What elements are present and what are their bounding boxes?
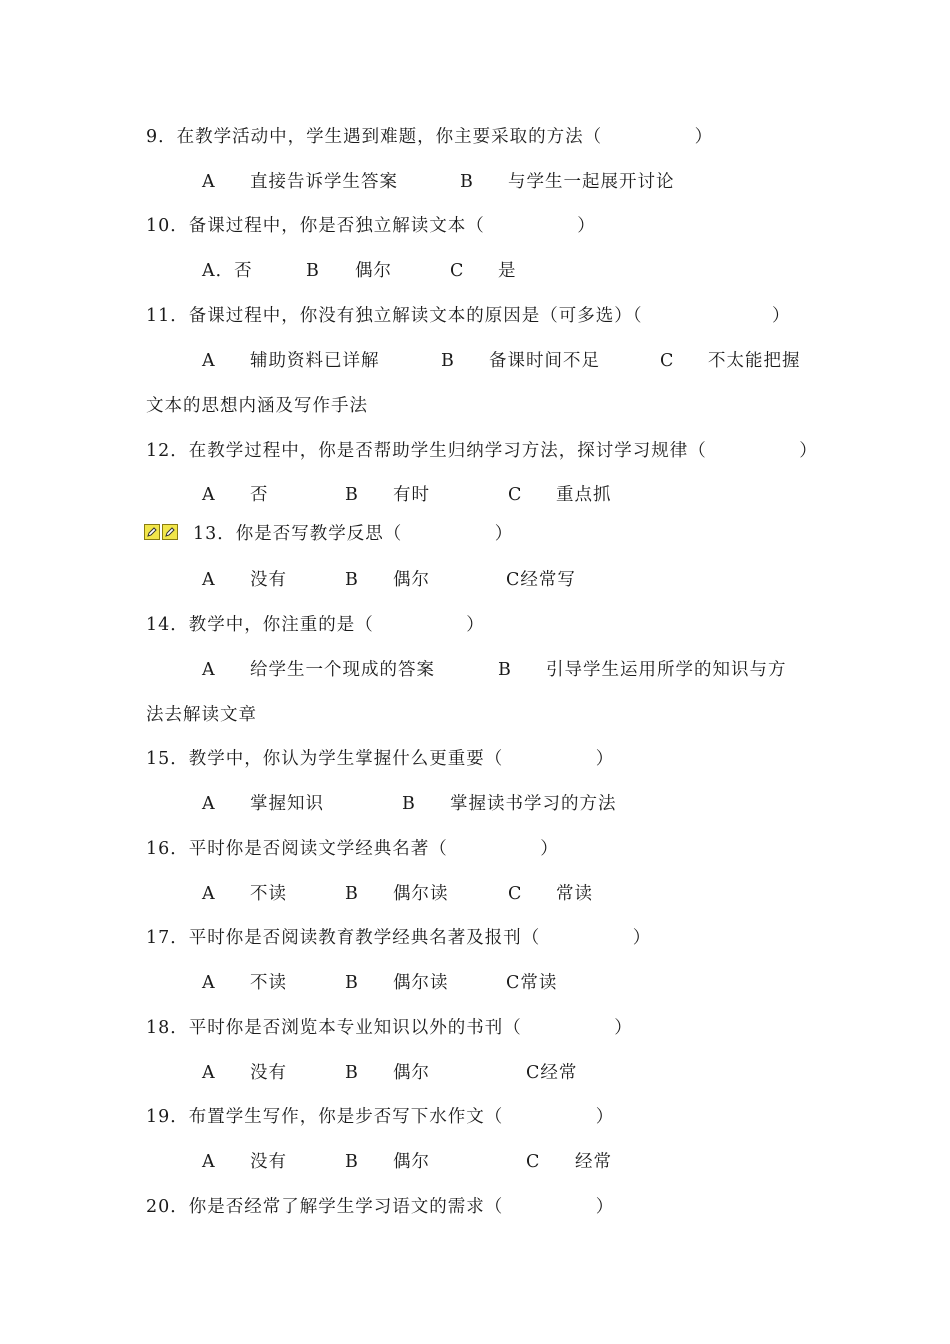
q17-option-b-letter: B	[345, 973, 359, 993]
q12-option-b-text: 有时	[393, 485, 430, 505]
q10-option-a: A．否	[202, 261, 253, 281]
q12-option-c-letter: C	[508, 485, 523, 505]
q10-option-c-text: 是	[498, 261, 517, 281]
q9-option-a-text: 直接告诉学生答案	[250, 172, 398, 192]
q11-option-c-letter: C	[660, 351, 675, 371]
q18-option-c: C经常	[526, 1063, 578, 1083]
q17-option-b-text: 偶尔读	[393, 973, 449, 993]
q10-option-c-letter: C	[450, 261, 465, 281]
q15-option-b-letter: B	[402, 794, 416, 814]
question-9: 9．在教学活动中，学生遇到难题，你主要采取的方法（ ）	[146, 127, 714, 147]
q14-option-a-text: 给学生一个现成的答案	[250, 660, 435, 680]
q10-option-b-text: 偶尔	[355, 261, 392, 281]
q17-option-c: C常读	[506, 973, 558, 993]
q11-option-c-continuation: 文本的思想内涵及写作手法	[146, 396, 368, 416]
question-18: 18．平时你是否浏览本专业知识以外的书刊（ ）	[146, 1018, 633, 1038]
q19-option-c-letter: C	[526, 1152, 541, 1172]
q16-option-c-text: 常读	[556, 884, 593, 904]
question-19: 19．布置学生写作，你是步否写下水作文（ ）	[146, 1107, 615, 1127]
q16-option-a-text: 不读	[250, 884, 287, 904]
q12-option-a-text: 否	[250, 485, 269, 505]
q17-option-a-text: 不读	[250, 973, 287, 993]
question-11: 11．备课过程中，你没有独立解读文本的原因是（可多选）（ ）	[146, 306, 791, 326]
q12-option-c-text: 重点抓	[556, 485, 612, 505]
q19-option-b-letter: B	[345, 1152, 359, 1172]
q19-option-a-letter: A	[202, 1152, 216, 1172]
q13-option-c: C经常写	[506, 570, 576, 590]
question-14: 14．教学中，你注重的是（ ）	[146, 615, 485, 635]
pencil-icon	[144, 524, 160, 540]
q14-option-b-text: 引导学生运用所学的知识与方	[546, 660, 787, 680]
q16-option-c-letter: C	[508, 884, 523, 904]
q18-option-a-letter: A	[202, 1063, 216, 1083]
q11-option-b-text: 备课时间不足	[489, 351, 600, 371]
question-13: 13．你是否写教学反思（ ）	[193, 524, 514, 544]
q13-option-b-text: 偶尔	[393, 570, 430, 590]
question-15: 15．教学中，你认为学生掌握什么更重要（ ）	[146, 749, 615, 769]
q19-option-b-text: 偶尔	[393, 1152, 430, 1172]
q16-option-b-text: 偶尔读	[393, 884, 449, 904]
q18-option-b-text: 偶尔	[393, 1063, 430, 1083]
q15-option-b-text: 掌握读书学习的方法	[450, 794, 617, 814]
q18-option-b-letter: B	[345, 1063, 359, 1083]
q16-option-a-letter: A	[202, 884, 216, 904]
q14-option-b-continuation: 法去解读文章	[146, 705, 257, 725]
q13-option-a-letter: A	[202, 570, 216, 590]
q13-option-a-text: 没有	[250, 570, 287, 590]
question-16: 16．平时你是否阅读文学经典名著（ ）	[146, 839, 559, 859]
q10-option-b-letter: B	[306, 261, 320, 281]
q9-option-b-text: 与学生一起展开讨论	[508, 172, 675, 192]
q19-option-a-text: 没有	[250, 1152, 287, 1172]
q14-option-b-letter: B	[498, 660, 512, 680]
question-10: 10．备课过程中，你是否独立解读文本（ ）	[146, 216, 596, 236]
question-20: 20．你是否经常了解学生学习语文的需求（ ）	[146, 1197, 615, 1217]
q12-option-b-letter: B	[345, 485, 359, 505]
q17-option-a-letter: A	[202, 973, 216, 993]
question-17: 17．平时你是否阅读教育教学经典名著及报刊（ ）	[146, 928, 652, 948]
q19-option-c-text: 经常	[575, 1152, 612, 1172]
q15-option-a-letter: A	[202, 794, 216, 814]
q11-option-b-letter: B	[441, 351, 455, 371]
q14-option-a-letter: A	[202, 660, 216, 680]
question-12: 12．在教学过程中，你是否帮助学生归纳学习方法，探讨学习规律（ ）	[146, 441, 818, 461]
q11-option-a-text: 辅助资料已详解	[250, 351, 380, 371]
q11-option-c-text: 不太能把握	[708, 351, 801, 371]
q15-option-a-text: 掌握知识	[250, 794, 324, 814]
q12-option-a-letter: A	[202, 485, 216, 505]
q18-option-a-text: 没有	[250, 1063, 287, 1083]
pencil-icon-group	[144, 524, 178, 540]
pencil-icon	[162, 524, 178, 540]
q16-option-b-letter: B	[345, 884, 359, 904]
q9-option-a-letter: A	[202, 172, 216, 192]
q13-option-b-letter: B	[345, 570, 359, 590]
q11-option-a-letter: A	[202, 351, 216, 371]
q9-option-b-letter: B	[460, 172, 474, 192]
